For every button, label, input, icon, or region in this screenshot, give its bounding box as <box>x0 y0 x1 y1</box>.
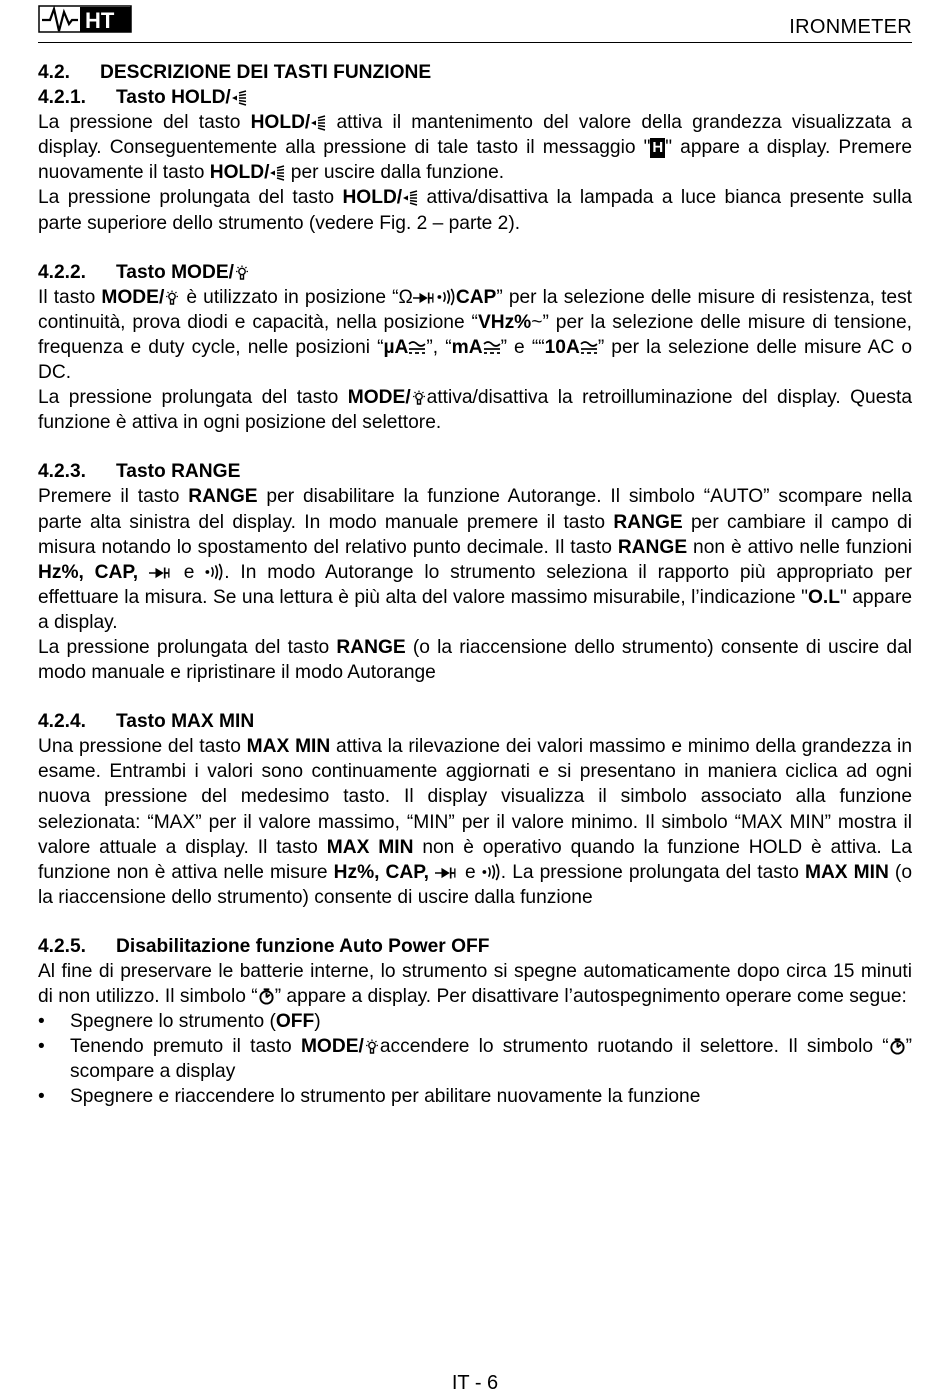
diode-icon <box>413 290 437 306</box>
auto-power-off-icon <box>258 988 275 1005</box>
section-heading-4-2: 4.2. DESCRIZIONE DEI TASTI FUNZIONE <box>38 62 432 83</box>
lamp-icon <box>231 90 247 106</box>
ac-dc-icon <box>580 340 598 356</box>
paragraph-mode-1: Il tasto MODE/ è utilizzato in posizione “Ω CAP” per la selezione delle misure di resistenza, test continuità, prova diodi e capacità, nella posizione “VHz%~” per la selezione delle misure di tensione, frequenza e duty cycle, nelle posizioni “µA ”, “mA ” e ““10A ” per la selezione delle misure AC o DC. <box>38 286 912 384</box>
section-heading-4-2-5: 4.2.5. Disabilitazione funzione Auto Power OFF <box>38 935 490 957</box>
paragraph-range-1: Premere il tasto RANGE per disabilitare la funzione Autorange. Il simbolo “AUTO” scompare nella parte alta sinistra del display. In modo manuale premere il tasto RANGE per cambiare il campo di misura notando lo spostamento del relativo punto decimale. Il tasto RANGE non è attivo nelle funzioni Hz%, CAP, e . In modo Autorange lo strumento seleziona il rapporto più appropriato per effettuare la misura. Se una lettura è più alta del valore massimo misurabile, l’indicazione "O.L" appare a display. <box>38 486 913 633</box>
list-item: • Tenendo premuto il tasto MODE/ accendere lo strumento ruotando il selettore. Il simbolo “ ” scompare a display <box>38 1034 912 1084</box>
auto-power-off-icon <box>889 1038 906 1055</box>
procedure-list <box>38 1009 912 1109</box>
paragraph-mode-2: La pressione prolungata del tasto MODE/ attiva/disattiva la retroilluminazione del display. Questa funzione è attiva in ogni posizione del selettore. <box>38 387 912 434</box>
ac-dc-icon <box>483 340 501 356</box>
backlight-icon <box>234 265 250 281</box>
backlight-icon <box>411 390 427 406</box>
ht-logo <box>38 4 134 34</box>
continuity-buzzer-icon <box>205 563 224 581</box>
diode-icon <box>149 565 173 581</box>
paragraph-maxmin-1: Una pressione del tasto MAX MIN attiva la rilevazione dei valori massimo e minimo della grandezza in esame. Entrambi i valori sono continuamente aggiornati e si presentano in maniera ciclica ad ogni nuova pressione del medesimo tasto. Il display visualizza il simbolo associato alla funzione selezionata: “MAX” per il valore massimo, “MIN” per il valore minimo. Il simbolo “MAX MIN” mostra il valore attuale a display. Il tasto MAX MIN non è operativo quando la funzione HOLD è attiva. La funzione non è attiva nelle misure Hz%, CAP, e . La pressione prolungata del tasto MAX MIN (o la riaccensione dello strumento) consente di uscire dalla funzione <box>38 736 912 908</box>
document-title: IRONMETER <box>789 16 912 38</box>
section-heading-4-2-2: 4.2.2. Tasto MODE/ <box>38 260 912 285</box>
section-heading-4-2-1: 4.2.1. Tasto HOLD/ <box>38 85 912 110</box>
page-header <box>38 4 912 43</box>
lamp-icon <box>402 190 418 206</box>
backlight-icon <box>164 290 180 306</box>
list-item: • Spegnere lo strumento (OFF) <box>38 1009 912 1034</box>
continuity-buzzer-icon <box>437 288 456 306</box>
ac-dc-icon <box>408 340 426 356</box>
continuity-buzzer-icon <box>482 863 501 881</box>
manual-content <box>38 60 912 1110</box>
lamp-icon <box>310 115 326 131</box>
diode-icon <box>435 865 459 881</box>
paragraph-hold-1: La pressione del tasto HOLD/ attiva il mantenimento del valore della grandezza visualizzata a display. Conseguentemente alla pressione di tale tasto il messaggio " H " appare a display. Premere nuovamente il tasto HOLD/ per uscire dalla funzione. <box>38 112 912 184</box>
list-item: • Spegnere e riaccendere lo strumento per abilitare nuovamente la funzione <box>38 1084 912 1109</box>
paragraph-hold-2: La pressione prolungata del tasto HOLD/ attiva/disattiva la lampada a luce bianca presente sulla parte superiore dello strumento (vedere Fig. 2 – parte 2). <box>38 187 913 234</box>
section-heading-4-2-4: 4.2.4. Tasto MAX MIN <box>38 711 255 733</box>
backlight-icon <box>364 1039 380 1055</box>
paragraph-autopoweroff-1: Al fine di preservare le batterie interne, lo strumento si spegne automaticamente dopo circa 15 minuti di non utilizzo. Il simbolo “ ” appare a display. Per disattivare l’autospegnimento operare come segue: <box>38 961 912 1008</box>
section-heading-4-2-3: 4.2.3. Tasto RANGE <box>38 461 241 483</box>
lamp-icon <box>269 165 285 181</box>
logo-text: HT <box>85 8 115 33</box>
paragraph-range-2: La pressione prolungata del tasto RANGE (o la riaccensione dello strumento) consente di uscire dal modo manuale e ripristinare il modo Autorange <box>38 636 913 684</box>
hold-display-symbol: H <box>652 139 664 157</box>
page-number: IT - 6 <box>451 1372 499 1394</box>
